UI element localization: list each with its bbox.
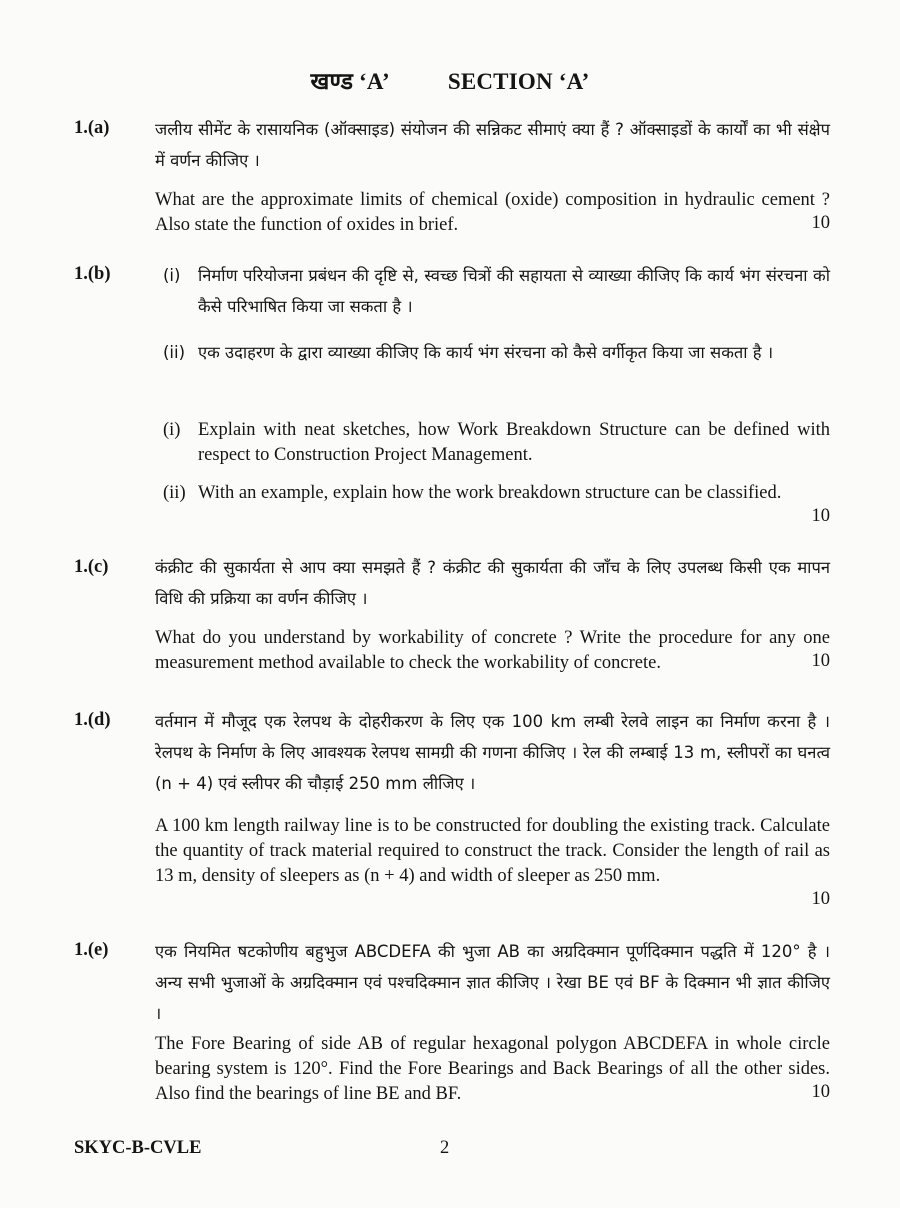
part-text: निर्माण परियोजना प्रबंधन की दृष्टि से, स्वच्छ चित्रों की सहायता से व्याख्या कीजिए कि कार्य भंग संरचना को कैसे परिभाषित किया जा सकता है । xyxy=(198,266,830,316)
question-1c-hindi: कंक्रीट की सुकार्यता से आप क्या समझते हैं ? कंक्रीट की सुकार्यता की जाँच के लिए उपलब्ध किसी एक मापन विधि की प्रक्रिया का वर्णन कीजिए । xyxy=(155,558,830,608)
section-heading xyxy=(0,64,900,96)
question-number-1a: 1.(a) xyxy=(74,118,110,138)
part-text: Explain with neat sketches, how Work Breakdown Structure can be defined with respect to Construction Project Management. xyxy=(198,420,830,465)
part-label: (i) xyxy=(163,420,181,440)
question-1b-english-part-ii xyxy=(163,481,830,506)
part-text: With an example, explain how the work breakdown structure can be classified. xyxy=(198,483,782,503)
question-1a-english: What are the approximate limits of chemical (oxide) composition in hydraulic cement ? Also state the function of oxides in brief. xyxy=(155,190,830,235)
paper-code: SKYC-B-CVLE xyxy=(74,1138,202,1158)
question-1c-marks: 10 xyxy=(811,651,830,671)
question-1b-english-part-i xyxy=(163,418,830,468)
question-number-1b: 1.(b) xyxy=(74,264,111,284)
question-number-1d: 1.(d) xyxy=(74,710,111,730)
part-label: (ii) xyxy=(163,483,186,503)
question-1b-marks: 10 xyxy=(811,506,830,526)
question-1c-english: What do you understand by workability of concrete ? Write the procedure for any one measurement method available to check the workability of concrete. xyxy=(155,628,830,673)
question-1d-hindi: वर्तमान में मौजूद एक रेलपथ के दोहरीकरण के लिए एक 100 km लम्बी रेलवे लाइन का निर्माण करना है । रेलपथ के निर्माण के लिए आवश्यक रेलपथ सामग्री की गणना कीजिए । रेल की लम्बाई 13 m, स्लीपरों का घनत्व (n + 4) एवं स्लीपर की चौड़ाई 250 mm लीजिए । xyxy=(155,712,830,793)
question-1e-english: The Fore Bearing of side AB of regular hexagonal polygon ABCDEFA in whole circle bearing system is 120°. Find the Fore Bearings and Back Bearings of all the other sides. Also find the bearings of line BE and BF. xyxy=(155,1034,830,1104)
part-label: (ii) xyxy=(163,343,186,362)
part-label: (i) xyxy=(163,266,181,285)
question-1e-marks: 10 xyxy=(811,1082,830,1102)
question-1e-hindi: एक नियमित षटकोणीय बहुभुज ABCDEFA की भुजा AB का अग्रदिक्मान पूर्णदिक्मान पद्धति में 120° है । अन्य सभी भुजाओं के अग्रदिक्मान एवं पश्चदिक्मान ज्ञात कीजिए । रेखा BE एवं BF के दिक्मान भी ज्ञात कीजिए । xyxy=(155,942,830,1023)
question-1a-hindi: जलीय सीमेंट के रासायनिक (ऑक्साइड) संयोजन की सन्निकट सीमाएं क्या हैं ? ऑक्साइडों के कार्यों का भी संक्षेप में वर्णन कीजिए । xyxy=(155,120,830,170)
question-1a-marks: 10 xyxy=(811,213,830,233)
section-heading-english: SECTION ‘A’ xyxy=(447,69,590,94)
question-1b-hindi-part-i xyxy=(163,260,830,322)
question-1d-marks: 10 xyxy=(811,889,830,909)
question-number-1c: 1.(c) xyxy=(74,557,109,577)
section-heading-hindi: खण्ड ‘A’ xyxy=(310,69,390,94)
part-text: एक उदाहरण के द्वारा व्याख्या कीजिए कि कार्य भंग संरचना को कैसे वर्गीकृत किया जा सकता है । xyxy=(198,343,774,362)
question-1b-hindi-part-ii xyxy=(163,337,830,368)
question-1d-english: A 100 km length railway line is to be constructed for doubling the existing track. Calculate the quantity of track material required to construct the track. Consider the length of rail as 13 m, density of sleepers as (n + 4) and width of sleeper as 250 mm. xyxy=(155,816,830,886)
page-number: 2 xyxy=(440,1138,450,1158)
question-number-1e: 1.(e) xyxy=(74,940,109,960)
